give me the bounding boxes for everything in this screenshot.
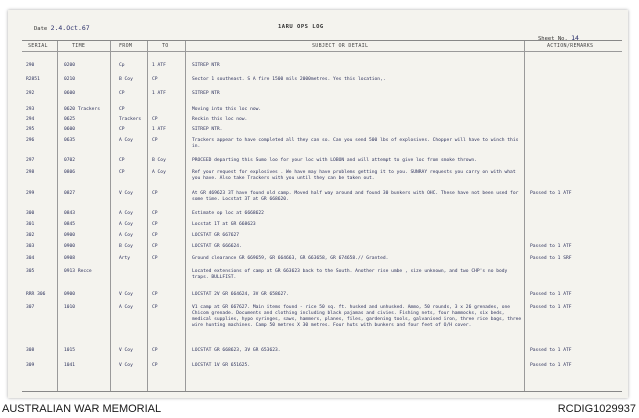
subject-cell: Ground clearance GR 669659, GR 664663, GR 663658, GR 674658.// Granted. <box>192 256 389 261</box>
time-cell: 0827 <box>64 191 76 196</box>
to-cell: CP <box>152 117 158 122</box>
serial-cell: 301 <box>26 222 35 227</box>
to-cell: B Coy <box>152 158 166 163</box>
time-cell: 1010 <box>64 305 76 310</box>
time-cell: 0635 <box>64 138 76 143</box>
serial-cell: 307 <box>26 305 35 310</box>
serial-cell: 303 <box>26 244 35 249</box>
serial-cell: 300 <box>26 211 35 216</box>
action-cell: Passed to 1 ATF <box>530 348 572 353</box>
from-cell: CP <box>119 107 125 112</box>
action-cell: Passed to 1 ATF <box>530 292 572 297</box>
column-divider <box>57 41 58 391</box>
time-cell: 0900 <box>64 233 76 238</box>
subject-cell: V1 camp at GR 667627. Main items found - rice 50 sq. ft. husked and unhusked. Ammo, 50 rounds, 3 x 26 grenades, one Chicom grenade. Documents and clothing including black pajamas and civies. Fishing nets, four hammocks, six beds, medical supplies, hypo syringes, saws, hammers, planes, files, gardening tools, galvanised iron, three rice bags, three wire hunting machines. Camp 50 metres X 30 metres. Four huts with bunkers and four feet of O/H cover. <box>192 305 522 328</box>
column-divider <box>524 41 525 391</box>
serial-cell: 292 <box>26 91 35 96</box>
subject-cell: LOCSTAT 1V GR 651625. <box>192 363 251 368</box>
from-cell: CP <box>119 127 125 132</box>
to-cell: CP <box>152 363 158 368</box>
to-cell: 1 ATF <box>152 127 166 132</box>
column-divider <box>110 41 111 391</box>
from-cell: A Coy <box>119 305 133 310</box>
footer-record-id: RCDIG1029937 <box>557 403 636 415</box>
from-cell: CP <box>119 158 125 163</box>
to-cell: CP <box>152 305 158 310</box>
from-cell: V Coy <box>119 292 133 297</box>
time-cell: 0843 <box>64 211 76 216</box>
from-cell: B Coy <box>119 77 133 82</box>
subject-cell: LOCSTAT GR 666624. <box>192 244 242 249</box>
serial-cell: R2851 <box>26 77 40 82</box>
time-cell: 0200 <box>64 63 76 68</box>
subject-cell: LOCSTAT GR 667627 <box>192 233 240 238</box>
serial-cell: RRR 306 <box>26 292 46 297</box>
col-from-header: FROM <box>119 43 133 49</box>
subject-cell: Estimate op loc at 6668622 <box>192 211 264 216</box>
time-cell: 0600 <box>64 127 76 132</box>
time-cell: 0702 <box>64 158 76 163</box>
col-serial-header: SERIAL <box>28 43 48 49</box>
subject-cell: SITREP NTR <box>192 63 220 68</box>
serial-cell: 299 <box>26 191 35 196</box>
time-cell: 0620 Trackers <box>64 107 100 112</box>
time-cell: 0845 <box>64 222 76 227</box>
serial-cell: 290 <box>26 63 35 68</box>
subject-cell: Ref your request for explosives . We have may have problems getting it to you. SUNRAY requests you carry on with what you have. Also take Trackers with you until they can be taken out. <box>192 170 516 181</box>
time-cell: 0210 <box>64 77 76 82</box>
to-cell: CP <box>152 138 158 143</box>
from-cell: A Coy <box>119 233 133 238</box>
action-cell: Passed to 1 ATF <box>530 191 572 196</box>
time-cell: 0625 <box>64 117 76 122</box>
action-cell: Passed to 1 ATF <box>530 244 572 249</box>
column-divider <box>185 41 186 391</box>
subject-cell: Locstat 1T at GR 668623 <box>192 222 256 227</box>
to-cell: CP <box>152 348 158 353</box>
to-cell: CP <box>152 77 158 82</box>
to-cell: CP <box>152 244 158 249</box>
date-label: Date <box>34 26 48 32</box>
col-subject-header: SUBJECT OR DETAIL <box>312 43 369 49</box>
header-rule <box>22 51 622 52</box>
serial-cell: 308 <box>26 348 35 353</box>
from-cell: Trackers <box>119 117 142 122</box>
time-cell: 0806 <box>64 170 76 175</box>
subject-cell: LOCSTAT 2V GR 664624, 3V GR 658627. <box>192 292 289 297</box>
log-table <box>22 40 622 392</box>
serial-cell: 297 <box>26 158 35 163</box>
subject-cell: SITREP NTR. <box>192 127 223 132</box>
serial-cell: 293 <box>26 107 35 112</box>
from-cell: CP <box>119 91 125 96</box>
serial-cell: 298 <box>26 170 35 175</box>
subject-cell: Trackers appear to have completed all they can so. Can you send 500 lbs of explosives. Chopper will have to winch this in. <box>192 138 519 149</box>
serial-cell: 296 <box>26 138 35 143</box>
subject-cell: Reckin this loc now. <box>192 117 248 122</box>
subject-cell: Located extensions of camp at GR 663623 back to the South. Another rise umbe , size unknown, and two CHP's no body traps. BULLFIST. <box>192 269 508 280</box>
from-cell: CP <box>119 170 125 175</box>
serial-cell: 304 <box>26 256 35 261</box>
action-cell: Passed to 1 ATF <box>530 363 572 368</box>
from-cell: V Coy <box>119 191 133 196</box>
to-cell: CP <box>152 222 158 227</box>
from-cell: V Coy <box>119 348 133 353</box>
to-cell: CP <box>152 191 158 196</box>
from-cell: A Coy <box>119 222 133 227</box>
time-cell: 0600 <box>64 91 76 96</box>
action-cell: Passed to 1 SRF <box>530 256 572 261</box>
time-cell: 0900 <box>64 292 76 297</box>
serial-cell: 302 <box>26 233 35 238</box>
subject-cell: PROCEED departing this Sumo loo for your loc with LOBON and will attempt to give loc from smoke thrown. <box>192 158 477 163</box>
date-field <box>34 24 90 32</box>
footer-credit: AUSTRALIAN WAR MEMORIAL <box>2 403 162 415</box>
from-cell: A Coy <box>119 211 133 216</box>
to-cell: CP <box>152 211 158 216</box>
subject-cell: At GR 469623 3T have found old camp. Moved half way around and found 30 bunkers with OHC. These have not been used for some time. Locstat 3T at GR 668620. <box>192 191 519 202</box>
to-cell: CP <box>152 256 158 261</box>
subject-cell: SITREP NTR <box>192 91 220 96</box>
log-title: 1ARU OPS LOG <box>278 24 324 30</box>
time-cell: 0913 Recce <box>64 269 92 274</box>
date-value: 2.4.Oct.67 <box>50 24 90 32</box>
from-cell: V Coy <box>119 363 133 368</box>
to-cell: CP <box>152 233 158 238</box>
serial-cell: 309 <box>26 363 35 368</box>
action-cell: Passed to 1 ATF <box>530 305 572 310</box>
from-cell: Arty <box>119 256 131 261</box>
sheet-value: 14 <box>571 34 579 42</box>
to-cell: CP <box>152 292 158 297</box>
subject-cell: Moving into this loc now. <box>192 107 262 112</box>
from-cell: A Coy <box>119 138 133 143</box>
time-cell: 0908 <box>64 256 76 261</box>
to-cell: A Coy <box>152 170 166 175</box>
from-cell: B Coy <box>119 244 133 249</box>
subject-cell: LOCSTAT GR 668623, 3V GR 653623. <box>192 348 281 353</box>
subject-cell: Sector 1 southeast. S A fire 1500 mils 2000metres. Yes this location,. <box>192 77 386 82</box>
serial-cell: 305 <box>26 269 35 274</box>
serial-cell: 295 <box>26 127 35 132</box>
to-cell: 1 ATF <box>152 91 166 96</box>
col-time-header: TIME <box>72 43 86 49</box>
to-cell: 1 ATF <box>152 63 166 68</box>
sheet-label: Sheet No. <box>538 36 568 42</box>
log-sheet <box>8 10 628 398</box>
from-cell: Cp <box>119 63 125 68</box>
time-cell: 1015 <box>64 348 76 353</box>
col-action-header: ACTION/REMARKS <box>547 43 594 49</box>
time-cell: 1041 <box>64 363 76 368</box>
time-cell: 0900 <box>64 244 76 249</box>
serial-cell: 294 <box>26 117 35 122</box>
col-to-header: TO <box>162 43 169 49</box>
